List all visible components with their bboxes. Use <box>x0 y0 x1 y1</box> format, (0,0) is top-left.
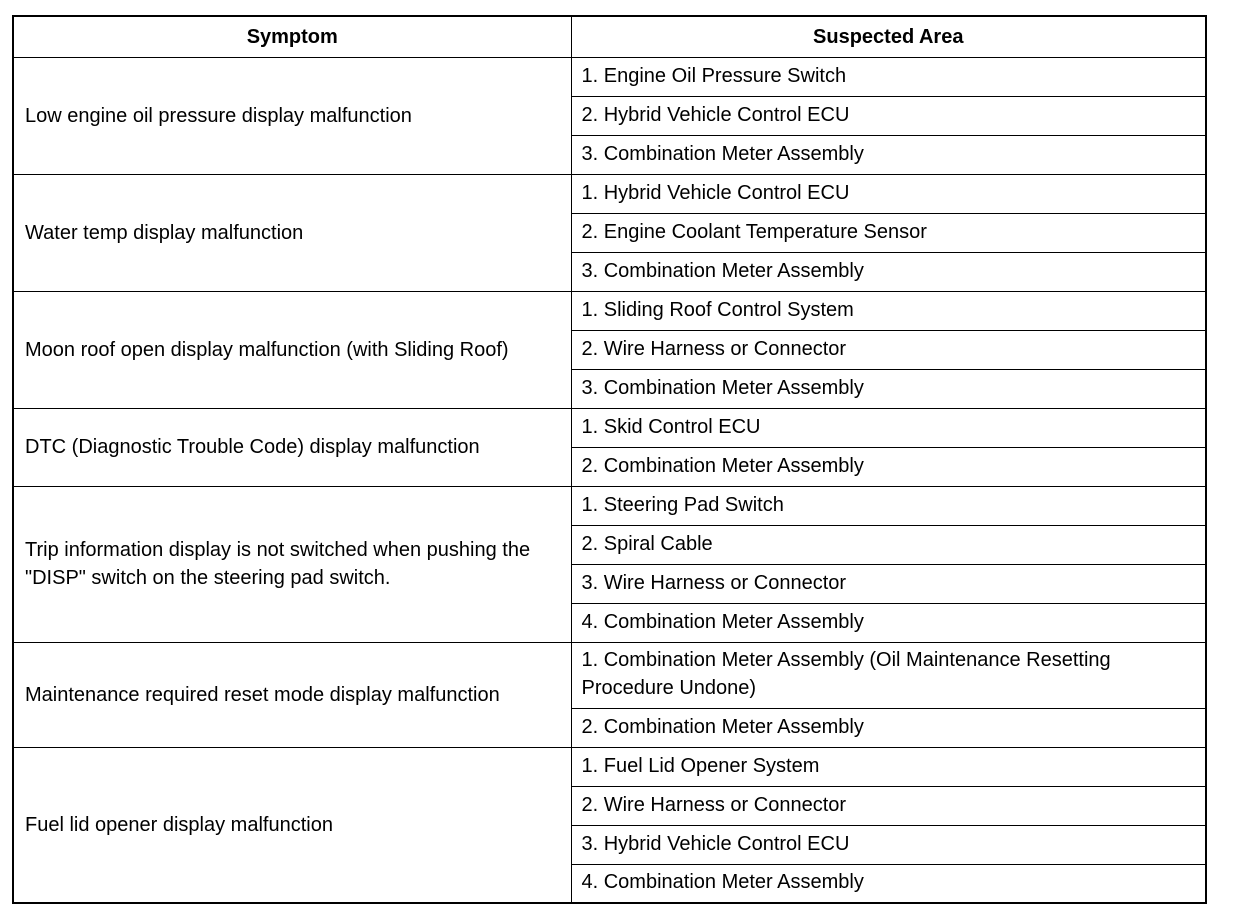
table-row <box>13 642 1206 708</box>
suspected-area-cell: 4. Combination Meter Assembly <box>571 603 1206 642</box>
table-row <box>13 57 1206 96</box>
table-row <box>13 174 1206 213</box>
suspected-area-cell: 2. Wire Harness or Connector <box>571 786 1206 825</box>
suspected-area-cell: 3. Combination Meter Assembly <box>571 369 1206 408</box>
symptom-cell: Trip information display is not switched when pushing the "DISP" switch on the steering pad switch. <box>13 486 571 642</box>
suspected-area-cell: 2. Combination Meter Assembly <box>571 708 1206 747</box>
suspected-area-cell: 2. Spiral Cable <box>571 525 1206 564</box>
suspected-area-cell: 3. Combination Meter Assembly <box>571 252 1206 291</box>
suspected-area-cell: 1. Fuel Lid Opener System <box>571 747 1206 786</box>
suspected-area-cell: 1. Combination Meter Assembly (Oil Maintenance Resetting Procedure Undone) <box>571 642 1206 708</box>
suspected-area-cell: 2. Wire Harness or Connector <box>571 330 1206 369</box>
table-row <box>13 486 1206 525</box>
suspected-area-cell: 1. Hybrid Vehicle Control ECU <box>571 174 1206 213</box>
suspected-area-cell: 2. Combination Meter Assembly <box>571 447 1206 486</box>
suspected-area-cell: 1. Skid Control ECU <box>571 408 1206 447</box>
suspected-area-cell: 2. Engine Coolant Temperature Sensor <box>571 213 1206 252</box>
symptom-cell: Low engine oil pressure display malfunction <box>13 57 571 174</box>
table-row <box>13 747 1206 786</box>
symptom-cell: DTC (Diagnostic Trouble Code) display malfunction <box>13 408 571 486</box>
symptom-cell: Water temp display malfunction <box>13 174 571 291</box>
header-symptom: Symptom <box>13 16 571 57</box>
symptom-table <box>12 15 1207 904</box>
suspected-area-cell: 1. Steering Pad Switch <box>571 486 1206 525</box>
suspected-area-cell: 3. Combination Meter Assembly <box>571 135 1206 174</box>
suspected-area-cell: 2. Hybrid Vehicle Control ECU <box>571 96 1206 135</box>
table-row <box>13 291 1206 330</box>
symptom-cell: Fuel lid opener display malfunction <box>13 747 571 903</box>
header-suspected-area: Suspected Area <box>571 16 1206 57</box>
suspected-area-cell: 3. Hybrid Vehicle Control ECU <box>571 825 1206 864</box>
symptom-cell: Moon roof open display malfunction (with Sliding Roof) <box>13 291 571 408</box>
suspected-area-cell: 3. Wire Harness or Connector <box>571 564 1206 603</box>
symptom-cell: Maintenance required reset mode display malfunction <box>13 642 571 747</box>
suspected-area-cell: 4. Combination Meter Assembly <box>571 864 1206 903</box>
header-row <box>13 16 1206 57</box>
suspected-area-cell: 1. Engine Oil Pressure Switch <box>571 57 1206 96</box>
table-row <box>13 408 1206 447</box>
suspected-area-cell: 1. Sliding Roof Control System <box>571 291 1206 330</box>
